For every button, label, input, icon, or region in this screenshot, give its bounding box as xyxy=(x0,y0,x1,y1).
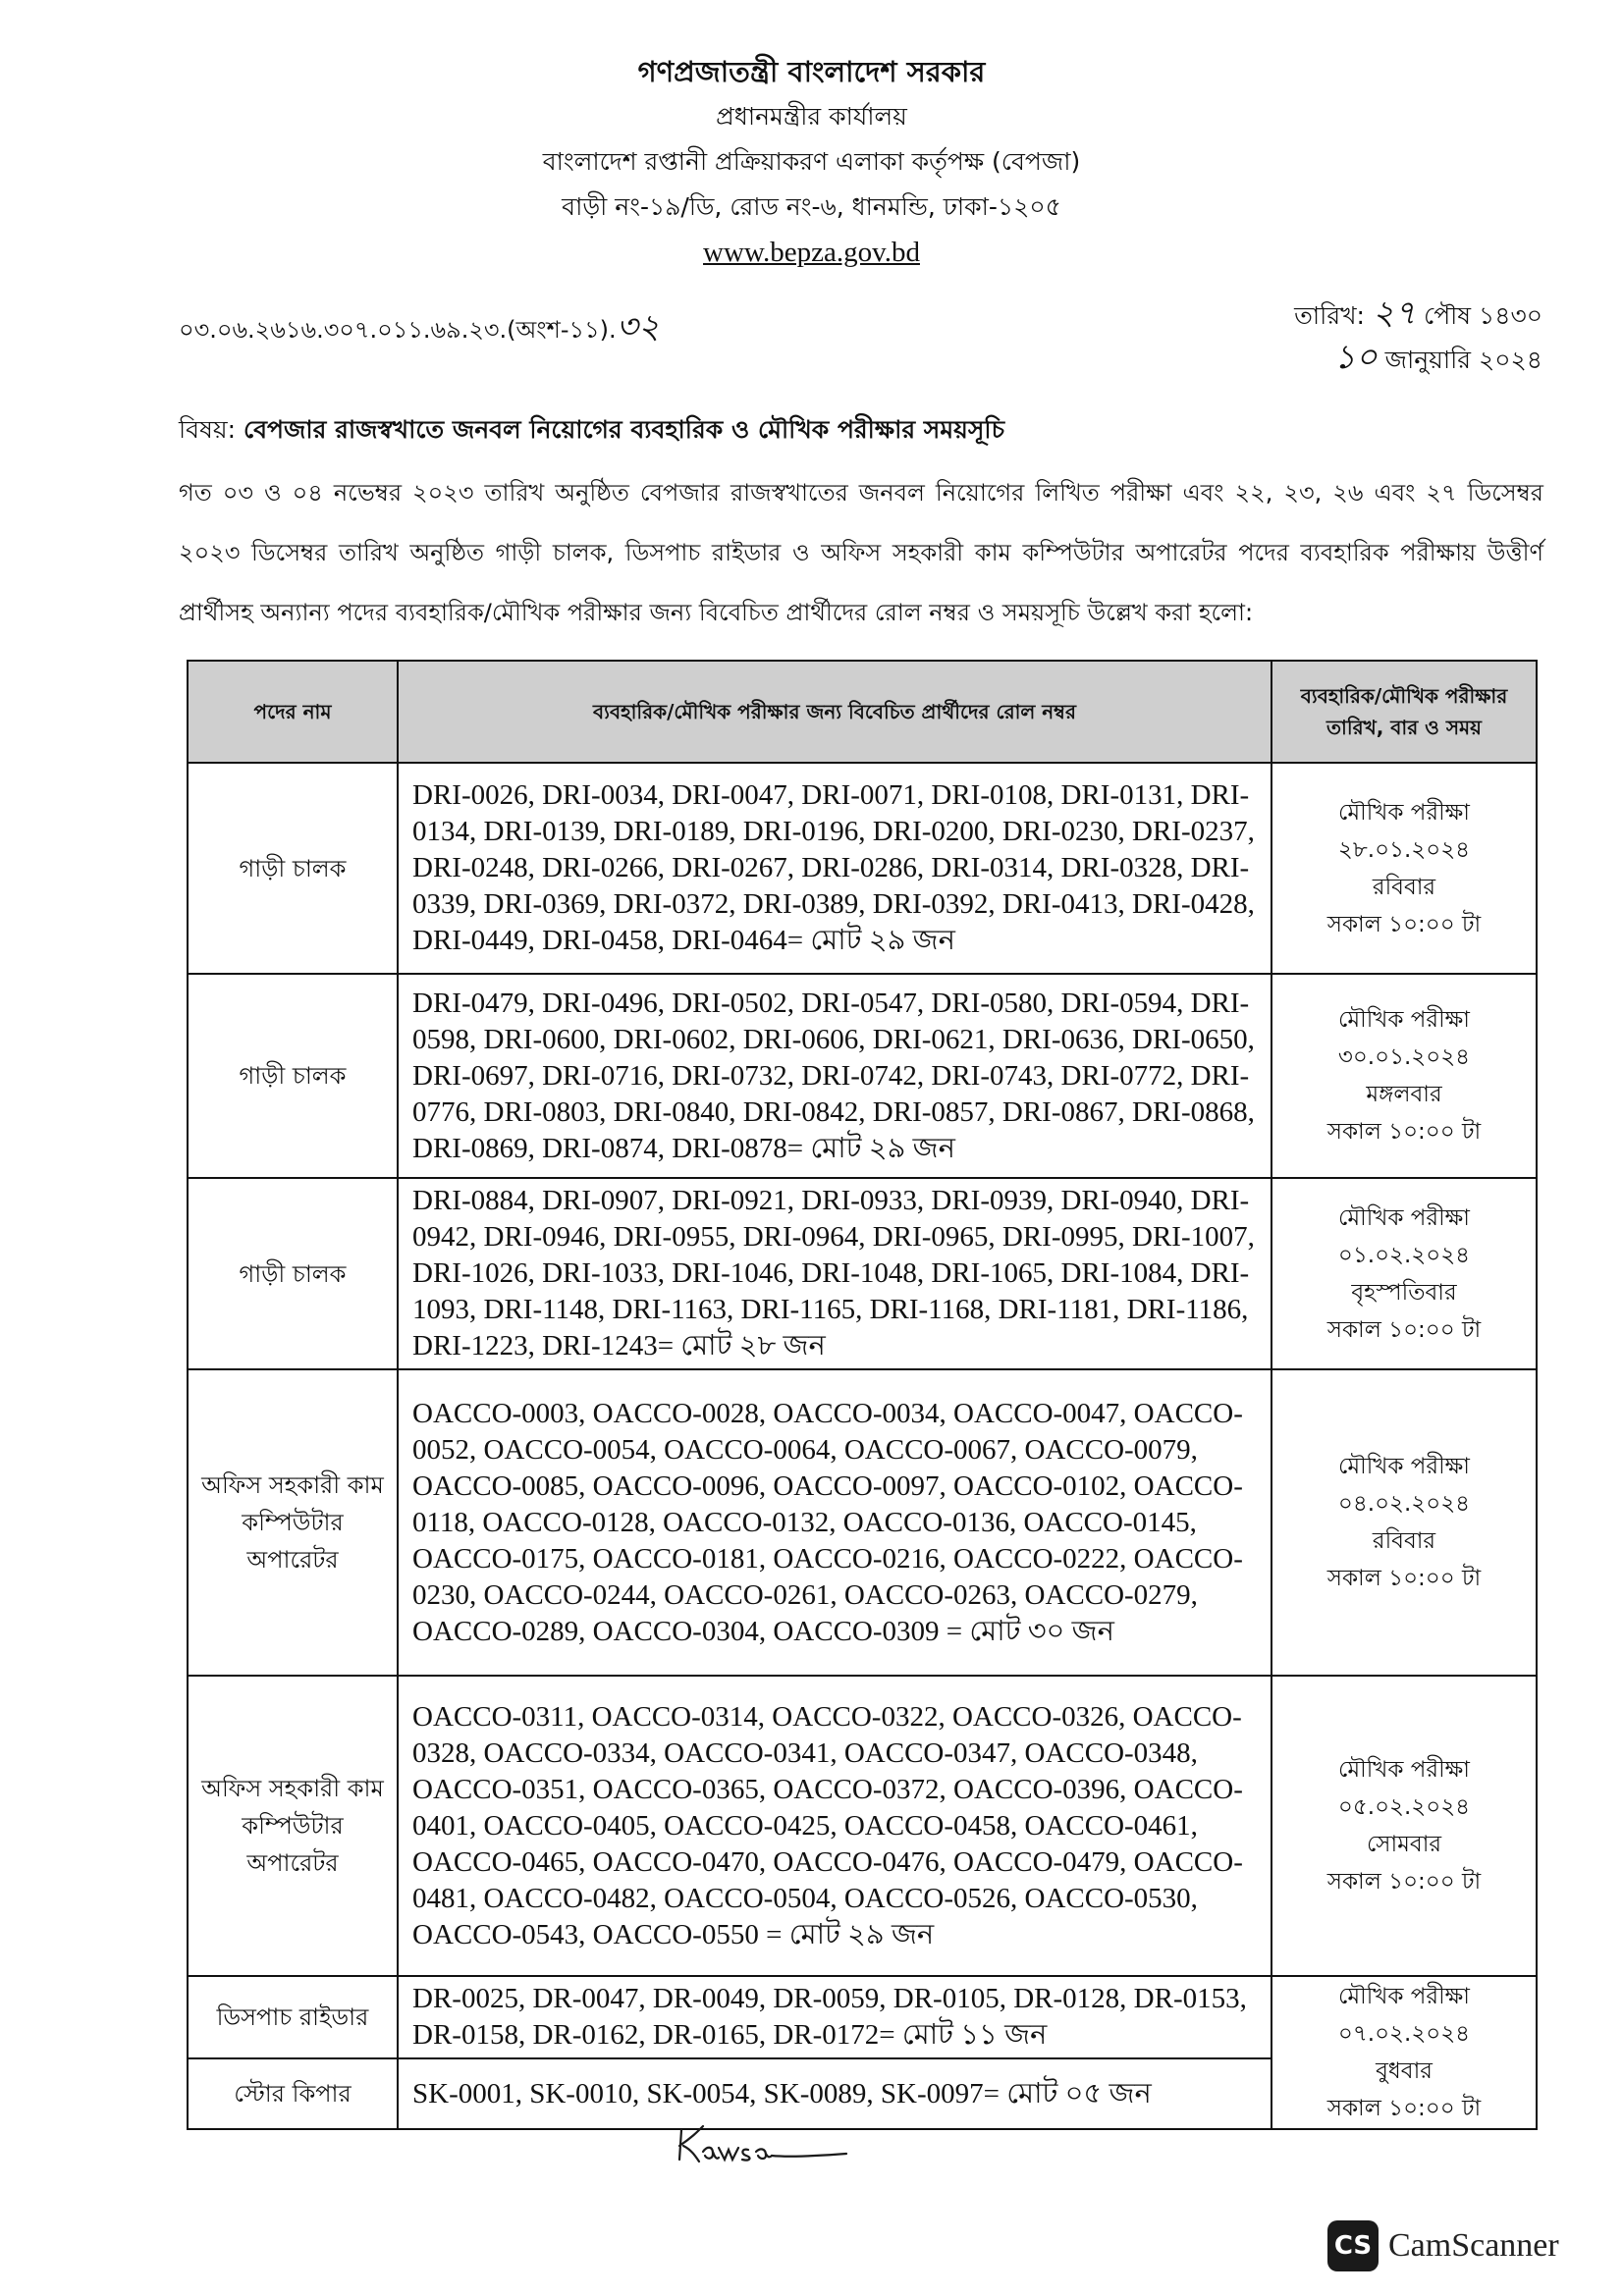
exam-date: ০৭.০২.২০২৪ xyxy=(1337,2021,1471,2047)
body-paragraph: গত ০৩ ও ০৪ নভেম্বর ২০২৩ তারিখ অনুষ্ঠিত বেপজার রাজস্বখাতের জনবল নিয়োগের লিখিত পরীক্ষা এবং ২২, ২৩, ২৬ এবং ২৭ ডিসেম্বর ২০২৩ ডিসেম্বর তারিখ অনুষ্ঠিত গাড়ী চালক, ডিসপাচ রাইডার ও অফিস সহকারী কাম কম্পিউটার অপারেটর পদের ব্যবহারিক পরীক্ষায় উত্তীর্ণ প্রার্থীসহ অন্যান্য পদের ব্যবহারিক/মৌখিক পরীক্ষার জন্য বিবেচিত প্রার্থীদের রোল নম্বর ও সময়সূচি উল্লেখ করা হলো: xyxy=(179,479,1543,626)
table-header-row xyxy=(188,661,1537,763)
post-name: গাড়ী চালক xyxy=(188,763,398,974)
memo-number xyxy=(179,301,660,357)
roll-numbers: DRI-0884, DRI-0907, DRI-0921, DRI-0933, DRI-0939, DRI-0940, DRI-0942, DRI-0946, DRI-0955, DRI-0964, DRI-0965, DRI-0995, DRI-1007, DRI-1026, DRI-1033, DRI-1046, DRI-1048, DRI-1065, DRI-1084, DRI-1093, DRI-1148, DRI-1163, DRI-1165, DRI-1168, DRI-1181, DRI-1186, DRI-1223, DRI-1243= মোট ২৮ জন xyxy=(398,1178,1271,1369)
header-post: পদের নাম xyxy=(188,661,398,763)
table-row xyxy=(188,1976,1537,2058)
letterhead xyxy=(0,49,1623,275)
date-block xyxy=(1294,291,1542,383)
bangla-date-day: ২৭ xyxy=(1372,294,1417,333)
camscanner-label: CamScanner xyxy=(1388,2227,1559,2264)
memo-number-handwritten: ৩২ xyxy=(616,307,660,347)
exam-schedule xyxy=(1271,1976,1537,2129)
exam-day: রবিবার xyxy=(1372,874,1436,900)
exam-schedule xyxy=(1271,1676,1537,1976)
exam-schedule xyxy=(1271,974,1537,1178)
header-schedule: ব্যবহারিক/মৌখিক পরীক্ষার তারিখ, বার ও সময় xyxy=(1271,661,1537,763)
date-label: তারিখ: xyxy=(1294,301,1365,330)
exam-type: মৌখিক পরীক্ষা xyxy=(1338,1204,1470,1231)
exam-time: সকাল ১০:০০ টা xyxy=(1326,2096,1482,2121)
exam-day: বুধবার xyxy=(1376,2058,1433,2084)
table-row xyxy=(188,1178,1537,1369)
exam-day: মঙ্গলবার xyxy=(1366,1082,1442,1107)
exam-date: ৩০.০১.২০২৪ xyxy=(1337,1044,1471,1070)
subject-label: বিষয়: xyxy=(179,415,237,444)
exam-date: ০৪.০২.২০২৪ xyxy=(1337,1491,1471,1517)
post-name: স্টোর কিপার xyxy=(188,2058,398,2129)
schedule-table xyxy=(187,660,1538,2130)
table-row xyxy=(188,974,1537,1178)
memo-number-prefix: ০৩.০৬.২৬১৬.৩০৭.০১১.৬৯.২৩.(অংশ-১১). xyxy=(179,316,617,344)
exam-day: রবিবার xyxy=(1372,1528,1436,1554)
exam-type: মৌখিক পরীক্ষা xyxy=(1338,1757,1470,1783)
office-address: বাড়ী নং-১৯/ডি, রোড নং-৬, ধানমন্ডি, ঢাকা-১২০৫ xyxy=(562,192,1061,221)
authority-name: বাংলাদেশ রপ্তানী প্রক্রিয়াকরণ এলাকা কর্তৃপক্ষ (বেপজা) xyxy=(542,147,1081,176)
roll-numbers: DRI-0026, DRI-0034, DRI-0047, DRI-0071, DRI-0108, DRI-0131, DRI-0134, DRI-0139, DRI-0189, DRI-0196, DRI-0200, DRI-0230, DRI-0237, DRI-0248, DRI-0266, DRI-0267, DRI-0286, DRI-0314, DRI-0328, DRI-0339, DRI-0369, DRI-0372, DRI-0389, DRI-0392, DRI-0413, DRI-0428, DRI-0449, DRI-0458, DRI-0464= মোট ২৯ জন xyxy=(398,763,1271,974)
exam-time: সকাল ১০:০০ টা xyxy=(1326,1119,1482,1145)
roll-numbers: OACCO-0311, OACCO-0314, OACCO-0322, OACCO-0326, OACCO-0328, OACCO-0334, OACCO-0341, OACCO-0347, OACCO-0348, OACCO-0351, OACCO-0365, OACCO-0372, OACCO-0396, OACCO-0401, OACCO-0405, OACCO-0425, OACCO-0458, OACCO-0461, OACCO-0465, OACCO-0470, OACCO-0476, OACCO-0479, OACCO-0481, OACCO-0482, OACCO-0504, OACCO-0526, OACCO-0530, OACCO-0543, OACCO-0550 = মোট ২৯ জন xyxy=(398,1676,1271,1976)
exam-date: ০৫.০২.২০২৪ xyxy=(1337,1794,1471,1820)
post-name: অফিস সহকারী কাম কম্পিউটার অপারেটর xyxy=(188,1676,398,1976)
exam-schedule xyxy=(1271,1178,1537,1369)
header-rolls: ব্যবহারিক/মৌখিক পরীক্ষার জন্য বিবেচিত প্রার্থীদের রোল নম্বর xyxy=(398,661,1271,763)
roll-numbers: OACCO-0003, OACCO-0028, OACCO-0034, OACCO-0047, OACCO-0052, OACCO-0054, OACCO-0064, OACCO-0067, OACCO-0079, OACCO-0085, OACCO-0096, OACCO-0097, OACCO-0102, OACCO-0118, OACCO-0128, OACCO-0132, OACCO-0136, OACCO-0145, OACCO-0175, OACCO-0181, OACCO-0216, OACCO-0222, OACCO-0230, OACCO-0244, OACCO-0261, OACCO-0263, OACCO-0279, OACCO-0289, OACCO-0304, OACCO-0309 = মোট ৩০ জন xyxy=(398,1369,1271,1676)
subject-text: বেপজার রাজস্বখাতে জনবল নিয়োগের ব্যবহারিক ও মৌখিক পরীক্ষার সময়সূচি xyxy=(243,415,1005,444)
roll-numbers: SK-0001, SK-0010, SK-0054, SK-0089, SK-0097= মোট ০৫ জন xyxy=(398,2058,1271,2129)
exam-date: ২৮.০১.২০২৪ xyxy=(1337,836,1471,863)
english-date-day: ১০ xyxy=(1333,338,1378,377)
post-name: গাড়ী চালক xyxy=(188,1178,398,1369)
table-row xyxy=(188,1676,1537,1976)
exam-day: সোমবার xyxy=(1366,1832,1442,1857)
exam-time: সকাল ১০:০০ টা xyxy=(1326,1566,1482,1591)
subject-line xyxy=(179,410,1543,453)
exam-time: সকাল ১০:০০ টা xyxy=(1326,1869,1482,1895)
exam-schedule xyxy=(1271,763,1537,974)
exam-type: মৌখিক পরীক্ষা xyxy=(1338,1454,1470,1479)
post-name: অফিস সহকারী কাম কম্পিউটার অপারেটর xyxy=(188,1369,398,1676)
camscanner-logo-icon: CS xyxy=(1327,2220,1379,2271)
camscanner-watermark xyxy=(1327,2220,1559,2271)
bangla-date-month-year: পৌষ ১৪৩০ xyxy=(1424,301,1542,330)
table-row xyxy=(188,763,1537,974)
exam-time: সকাল ১০:০০ টা xyxy=(1326,1316,1482,1343)
exam-day: বৃহস্পতিবার xyxy=(1351,1279,1457,1306)
post-name: ডিসপাচ রাইডার xyxy=(188,1976,398,2058)
exam-date: ০১.০২.২০২৪ xyxy=(1337,1242,1471,1268)
website-link[interactable]: www.bepza.gov.bd xyxy=(703,237,920,268)
english-date-month-year: জানুয়ারি ২০২৪ xyxy=(1384,346,1542,374)
post-name: গাড়ী চালক xyxy=(188,974,398,1178)
exam-type: মৌখিক পরীক্ষা xyxy=(1338,1984,1470,2009)
government-name: গণপ্রজাতন্ত্রী বাংলাদেশ সরকার xyxy=(637,55,986,88)
table-row xyxy=(188,1369,1537,1676)
exam-time: সকাল ১০:০০ টা xyxy=(1326,911,1482,937)
handwritten-signature xyxy=(674,2112,850,2171)
exam-type: মৌখিক পরীক্ষা xyxy=(1338,799,1470,826)
roll-numbers: DR-0025, DR-0047, DR-0049, DR-0059, DR-0105, DR-0128, DR-0153, DR-0158, DR-0162, DR-0165, DR-0172= মোট ১১ জন xyxy=(398,1976,1271,2058)
exam-schedule xyxy=(1271,1369,1537,1676)
exam-type: মৌখিক পরীক্ষা xyxy=(1338,1007,1470,1033)
roll-numbers: DRI-0479, DRI-0496, DRI-0502, DRI-0547, DRI-0580, DRI-0594, DRI-0598, DRI-0600, DRI-0602, DRI-0606, DRI-0621, DRI-0636, DRI-0650, DRI-0697, DRI-0716, DRI-0732, DRI-0742, DRI-0743, DRI-0772, DRI-0776, DRI-0803, DRI-0840, DRI-0842, DRI-0857, DRI-0867, DRI-0868, DRI-0869, DRI-0874, DRI-0878= মোট ২৯ জন xyxy=(398,974,1271,1178)
office-name: প্রধানমন্ত্রীর কার্যালয় xyxy=(716,102,907,131)
